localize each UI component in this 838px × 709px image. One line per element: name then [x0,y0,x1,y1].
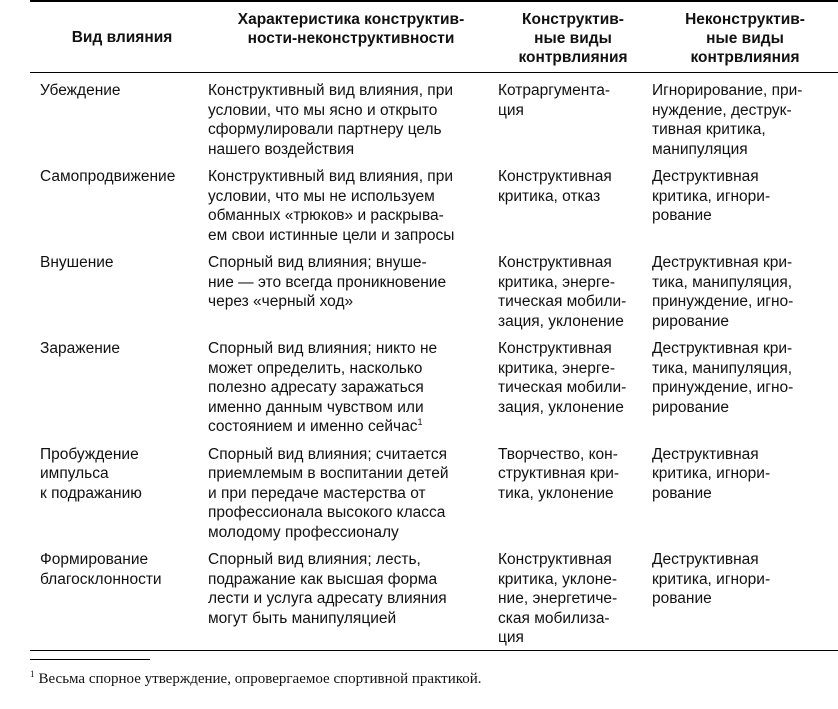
influence-type-cell: Внушение [40,254,114,271]
characteristic-cell: Спорный вид влияния; лесть, подражание как высшая форма лести и услуга адресату влияния могут быть манипуляцией [204,542,494,650]
footnote-divider [30,659,150,660]
influence-type-cell: Заражение [40,340,121,357]
constructive-cell: Конструктивная критика, энерге- тическая мобили- зация, уклонение [498,254,627,330]
nonconstructive-cell: Деструктивная критика, игнори- рование [652,445,771,502]
table-row [30,245,838,331]
header-influence-type: Вид влияния [30,1,204,73]
constructive-cell: Творчество, кон- структивная кри- тика, уклонение [498,445,620,502]
characteristic-cell: Спорный вид влияния; считается приемлемым в воспитании детей и при передаче мастерства от профессионала высокого класса молодому профессионалу [208,445,449,541]
table-row [30,331,838,437]
nonconstructive-cell: Игнорирование, при- нуждение, деструк- тивная критика, манипуляция [652,82,803,158]
influence-type-cell: Пробуждение импульса к подражанию [40,445,142,502]
nonconstructive-cell: Деструктивная кри- тика, манипуляция, принуждение, игно- рирование [652,340,794,416]
footnote-number: 1 [30,669,35,679]
characteristic-cell: Конструктивный вид влияния, при условии, что мы не используем обманных «трюков» и раскрыва- ем свои истинные цели и запросы [208,168,455,244]
influence-type-cell: Формирование благосклонности [30,542,204,650]
constructive-cell: Котраргумента- ция [498,82,611,119]
influence-type-cell: Самопродвижение [40,168,176,185]
table-row [30,73,838,160]
footnote-text: Весьма спорное утверждение, опровергаемое спортивной практикой. [38,671,482,687]
characteristic-cell: Конструктивный вид влияния, при условии, что мы ясно и открыто сформулировали партнеру цель нашего воздействия [208,82,453,158]
header-characteristic: Характеристика конструктив- ности-неконструктивности [204,1,494,73]
constructive-cell: Конструктивная критика, уклоне- ние, энергетиче- ская мобилиза- ция [494,542,648,650]
influence-table [30,0,838,651]
table-row [30,159,838,245]
nonconstructive-cell: Деструктивная кри- тика, манипуляция, принуждение, игно- рирование [652,254,794,330]
table-row [30,437,838,543]
footnote-mark: 1 [417,416,423,427]
header-nonconstructive: Неконструктив- ные виды контрвлияния [648,1,838,73]
header-row [30,1,838,73]
nonconstructive-cell: Деструктивная критика, игнори- рование [648,542,838,650]
constructive-cell: Конструктивная критика, отказ [498,168,612,205]
influence-type-cell: Убеждение [40,82,121,99]
nonconstructive-cell: Деструктивная критика, игнори- рование [652,168,771,224]
characteristic-text: Спорный вид влияния; никто не может определить, насколько полезно адресату заражаться именно данным чувством или состоянием и именно сейчас [208,340,438,435]
table-row [30,542,838,650]
characteristic-cell [204,331,494,437]
footnote [30,669,482,688]
constructive-cell: Конструктивная критика, энерге- тическая мобили- зация, уклонение [498,340,627,416]
header-constructive: Конструктив- ные виды контрвлияния [494,1,648,73]
characteristic-cell: Спорный вид влияния; внуше- ние — это всегда проникновение через «черный ход» [208,254,447,310]
